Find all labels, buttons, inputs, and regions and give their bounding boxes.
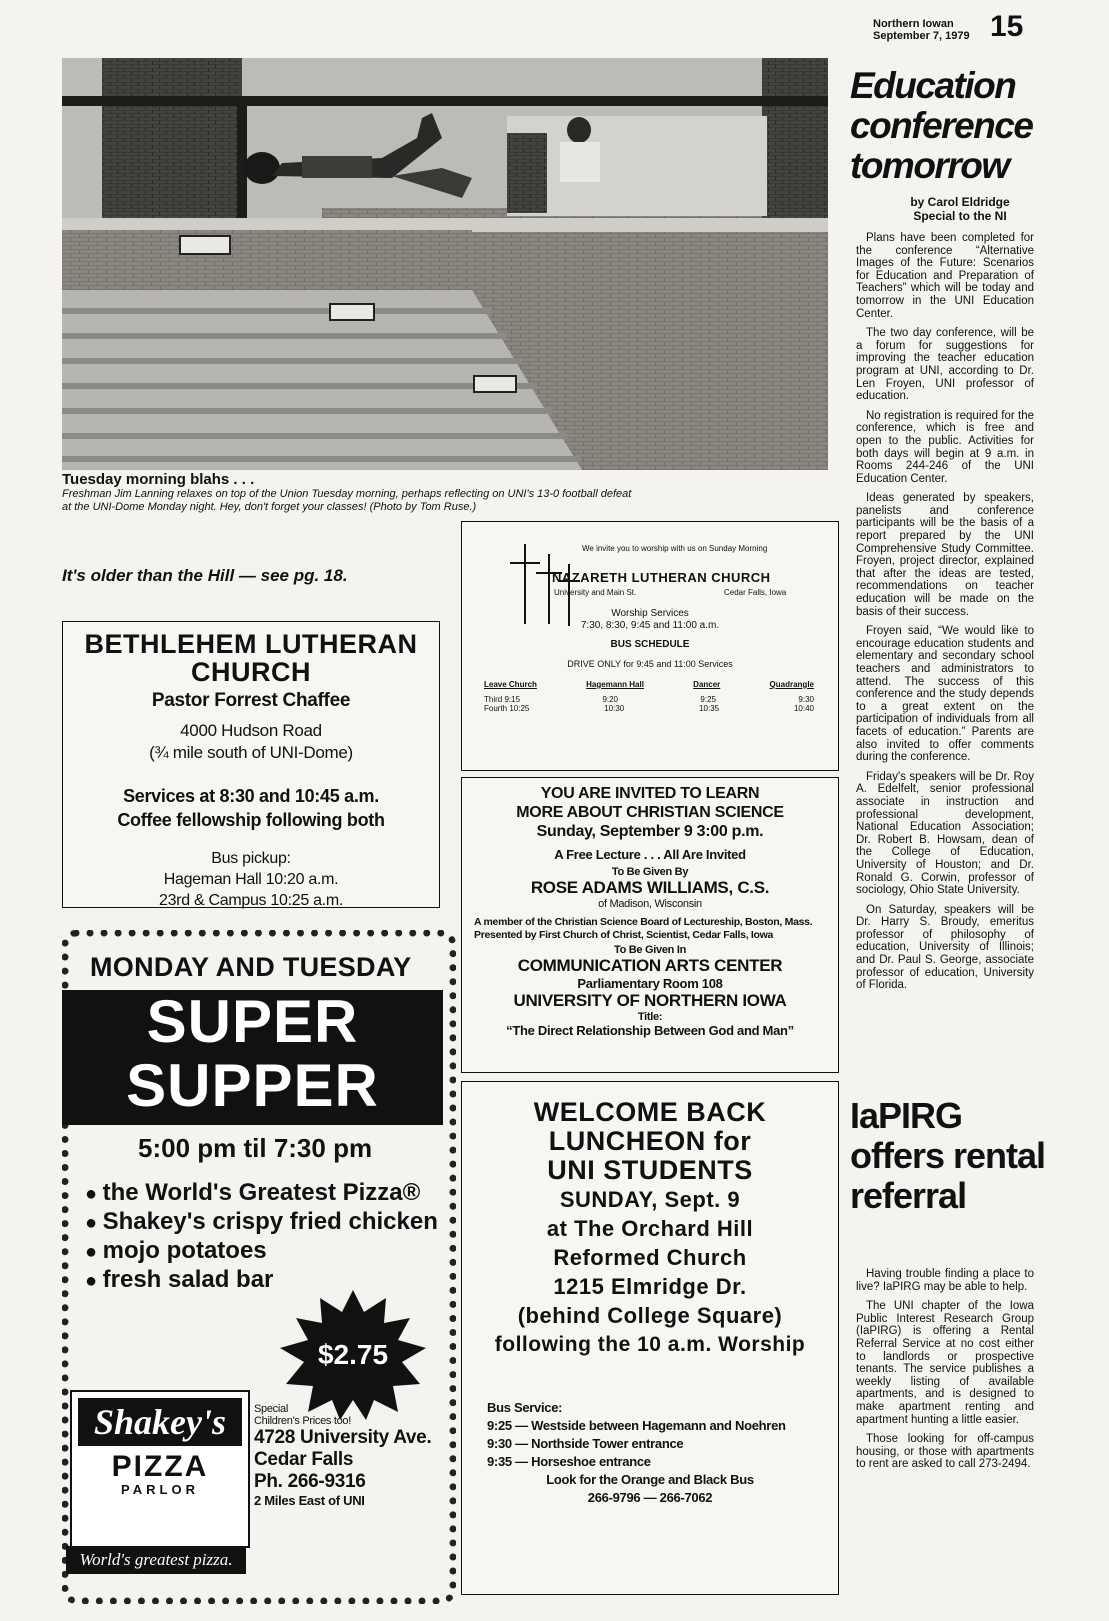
photo-caption-text: Freshman Jim Lanning relaxes on top of the Union Tuesday morning, perhaps reflecting on UNI's 13-0 football defeat at the UNI-Dome Monday night. Hey, don't forget your classes! (Photo by Tom Ruse.) — [62, 488, 632, 513]
table-row — [484, 695, 814, 704]
shakeys-children: Children's Prices too! — [254, 1415, 351, 1427]
shakeys-super-supper — [62, 990, 443, 1125]
schedule-column-header: Hagemann Hall — [586, 680, 644, 689]
photo-caption-title: Tuesday morning blahs . . . — [62, 471, 255, 488]
church-services: Services at 8:30 and 10:45 a.m. — [123, 786, 379, 806]
list-item: ● Shakey's crispy fried chicken — [85, 1208, 438, 1237]
ad-nazareth-lutheran — [461, 521, 839, 771]
shakeys-phone: Ph. 266-9316 — [254, 1471, 366, 1492]
schedule-column-header: Quadrangle — [769, 680, 814, 689]
church-coffee: Coffee fellowship following both — [117, 810, 385, 830]
shakeys-city: Cedar Falls — [254, 1449, 354, 1470]
schedule-cell: 9:20 — [602, 695, 619, 704]
article-paragraph: No registration is required for the conference, which is free and open to the public. Activities for both days will begin at 9 a.m. in Rooms 244-246 of the UNI Education Center. — [856, 409, 1034, 485]
list-item: ● mojo potatoes — [85, 1237, 438, 1266]
cs-given-by: To Be Given By — [611, 866, 689, 878]
bus-pickup-time: 23rd & Campus 10:25 a.m. — [158, 892, 343, 909]
bus-service-title: Bus Service: — [487, 1400, 563, 1415]
shakeys-address-block — [254, 1403, 431, 1508]
front-photo — [62, 58, 828, 470]
shakeys-supper: SUPPER — [126, 1052, 379, 1119]
schedule-column-header: Leave Church — [484, 680, 537, 689]
nazareth-city: Cedar Falls, Iowa — [724, 588, 787, 597]
shakeys-hours: 5:00 pm til 7:30 pm — [138, 1133, 373, 1163]
bus-pickup-time: Hageman Hall 10:20 a.m. — [163, 871, 339, 888]
cs-line: Sunday, September 9 3:00 p.m. — [536, 823, 764, 840]
article-paragraph: The two day conference, will be a forum for suggestions for improving the teacher education program at UNI, according to Dr. Len Froyen, UNI professor of education. — [856, 327, 1034, 403]
cs-member: A member of the Christian Science Board of Lectureship, Boston, Mass. Presented by First Church of Christ, Scientist, Cedar Falls, Iowa — [474, 916, 813, 941]
nazareth-name: NAZARETH LUTHERAN CHURCH — [552, 570, 771, 585]
worship-title: Worship Services — [611, 608, 689, 619]
article-body-education — [856, 232, 1034, 999]
shakeys-price: $2.75 — [317, 1339, 389, 1370]
article-paragraph: Having trouble finding a place to live? IaPIRG may be able to help. — [856, 1268, 1034, 1293]
table-row — [484, 704, 814, 713]
list-item: ● fresh salad bar — [85, 1266, 438, 1295]
article-headline-education: Education conference tomorrow — [850, 65, 1033, 186]
cs-talk-title: “The Direct Relationship Between God and Man” — [506, 1023, 794, 1038]
cs-line: YOU ARE INVITED TO LEARN — [540, 785, 760, 802]
shakeys-logo-pizza: PIZZA — [111, 1450, 209, 1483]
starburst-icon — [278, 1290, 428, 1420]
nazareth-invite: We invite you to worship with us on Sunday Morning — [582, 544, 768, 553]
schedule-cell: 10:30 — [604, 704, 625, 713]
welcome-line: following the 10 a.m. Worship — [494, 1333, 806, 1356]
article-paragraph: On Saturday, speakers will be Dr. Harry S. Broudy, emeritus professor of philosophy of education, University of Illinois; and Dr. Paul S. George, associate professor of education, University of Florida. — [856, 903, 1034, 992]
cs-speaker: ROSE ADAMS WILLIAMS, C.S. — [530, 878, 770, 897]
worship-times: 7:30, 8:30, 9:45 and 11:00 a.m. — [580, 620, 720, 631]
article-byline — [850, 195, 1070, 223]
shakeys-distance: 2 Miles East of UNI — [254, 1493, 365, 1508]
welcome-line: WELCOME BACK — [533, 1097, 767, 1127]
masthead — [873, 18, 970, 42]
schedule-cell: 10:35 — [699, 704, 720, 713]
article-paragraph: Those looking for off-campus housing, or those with apartments to rent are asked to call 273-2494. — [856, 1433, 1034, 1471]
shakeys-logo-name: Shakey's — [78, 1398, 242, 1446]
cross-icon — [510, 562, 540, 564]
church-address: 4000 Hudson Road — [180, 721, 322, 740]
cs-title-label: Title: — [637, 1011, 663, 1023]
bus-phones: 266-9796 — 266-7062 — [587, 1490, 713, 1505]
schedule-column-header: Dancer — [693, 680, 721, 689]
shakeys-tagline: World's greatest pizza. — [66, 1546, 246, 1574]
welcome-line: (behind College Square) — [517, 1303, 783, 1328]
bus-schedule-title: BUS SCHEDULE — [610, 639, 690, 650]
article-paragraph: Friday's speakers will be Dr. Roy A. Edelfelt, senior professional associate in instruction and professional development, National Education Association; Dr. Robert B. Howsam, dean of the College of Education, University of Houston; and Dr. Ronald G. Corwin, professor of sociology, Ohio State University. — [856, 770, 1034, 897]
bus-pickup-title: Bus pickup: — [211, 850, 291, 867]
shakeys-address: 4728 University Ave. — [254, 1427, 432, 1448]
church-pastor: Pastor Forrest Chaffee — [151, 690, 351, 711]
bus-look-for: Look for the Orange and Black Bus — [546, 1472, 754, 1487]
cs-lecture: A Free Lecture . . . All Are Invited — [554, 847, 746, 862]
cs-line: MORE ABOUT CHRISTIAN SCIENCE — [516, 804, 784, 821]
price-burst — [278, 1290, 428, 1420]
church-title: BETHLEHEM LUTHERAN CHURCH — [84, 629, 418, 687]
shakeys-super: SUPER — [146, 988, 359, 1055]
bus-service-line: 9:30 — Northside Tower entrance — [487, 1436, 684, 1451]
cs-origin: of Madison, Wisconsin — [598, 898, 702, 910]
article-paragraph: Froyen said, “We would like to encourage education students and elementary and secondary school teachers and administrators to attend. The success of this conference and the study depends to a great extent on the participation of individuals from all facets of education.” Parents are also invited to offer comments during the conference. — [856, 625, 1034, 764]
article-body-iapirg — [856, 1268, 1034, 1478]
byline-affiliation: Special to the NI — [913, 209, 1007, 223]
photo-illustration — [62, 58, 828, 470]
shakeys-logo — [70, 1390, 250, 1548]
list-item: ● the World's Greatest Pizza® — [85, 1179, 438, 1208]
welcome-line: Reformed Church — [553, 1245, 747, 1270]
welcome-line: 1215 Elmridge Dr. — [553, 1274, 747, 1299]
article-paragraph: The UNI chapter of the Iowa Public Interest Research Group (IaPIRG) is offering a Rental Referral Service at no cost either to landlords or prospective tenants. The service publishes a weekly listing of available apartments, and is designed to make apartment renting and apartment hunting a little easier. — [856, 1300, 1034, 1426]
welcome-line: SUNDAY, Sept. 9 — [559, 1187, 741, 1212]
nazareth-location: University and Main St. — [554, 588, 637, 597]
cs-room: Parliamentary Room 108 — [577, 976, 723, 991]
article-paragraph: Ideas generated by speakers, panelists and conference participants will be the basis of a report prepared by the UNI Comprehensive Study Committee. Froyen, project director, explained that after the ideas are tested, recommendations on teacher education will be made on the basis of their success. — [856, 492, 1034, 618]
schedule-cell: 9:30 — [798, 695, 814, 704]
welcome-line: LUNCHEON for — [548, 1126, 752, 1156]
schedule-cell: Fourth 10:25 — [484, 704, 530, 713]
bus-service-line: 9:35 — Horseshoe entrance — [487, 1454, 651, 1469]
welcome-line: at The Orchard Hill — [546, 1216, 754, 1241]
schedule-cell: Third 9:15 — [484, 695, 521, 704]
page-number: 15 — [990, 10, 1024, 43]
church-address-note: (¾ mile south of UNI-Dome) — [149, 743, 353, 762]
bus-service-line: 9:25 — Westside between Hagemann and Noehren — [487, 1418, 786, 1433]
byline-author: by Carol Eldridge — [910, 195, 1010, 209]
paper-name: Northern Iowan — [873, 18, 954, 30]
page-pointer: It's older than the Hill — see pg. 18. — [62, 566, 348, 585]
drive-only-note: DRIVE ONLY for 9:45 and 11:00 Services — [567, 659, 733, 669]
shakeys-logo-parlor: PARLOR — [121, 1482, 199, 1497]
cs-given-in: To Be Given In — [614, 944, 686, 956]
schedule-cell: 9:25 — [700, 695, 716, 704]
bus-schedule-table — [484, 680, 814, 713]
article-headline-iapirg: IaPIRG offers rental referral — [850, 1095, 1046, 1216]
cs-university: UNIVERSITY OF NORTHERN IOWA — [513, 991, 787, 1010]
article-paragraph: Plans have been completed for the conference “Alternative Images of the Future: Scenarios for Education and Preparation of Teachers” which will be today and tomorrow in the UNI Education Center. — [856, 232, 1034, 320]
ad-christian-science — [461, 777, 839, 1073]
ad-welcome-luncheon — [461, 1081, 839, 1595]
shakeys-special: Special — [254, 1403, 288, 1415]
shakeys-menu-list — [85, 1179, 438, 1295]
schedule-cell: 10:40 — [793, 704, 814, 713]
cs-venue: COMMUNICATION ARTS CENTER — [517, 956, 783, 975]
ad-bethlehem-lutheran — [62, 621, 440, 908]
welcome-line: UNI STUDENTS — [547, 1155, 753, 1185]
shakeys-days: MONDAY AND TUESDAY — [90, 952, 412, 982]
issue-date: September 7, 1979 — [873, 30, 970, 42]
